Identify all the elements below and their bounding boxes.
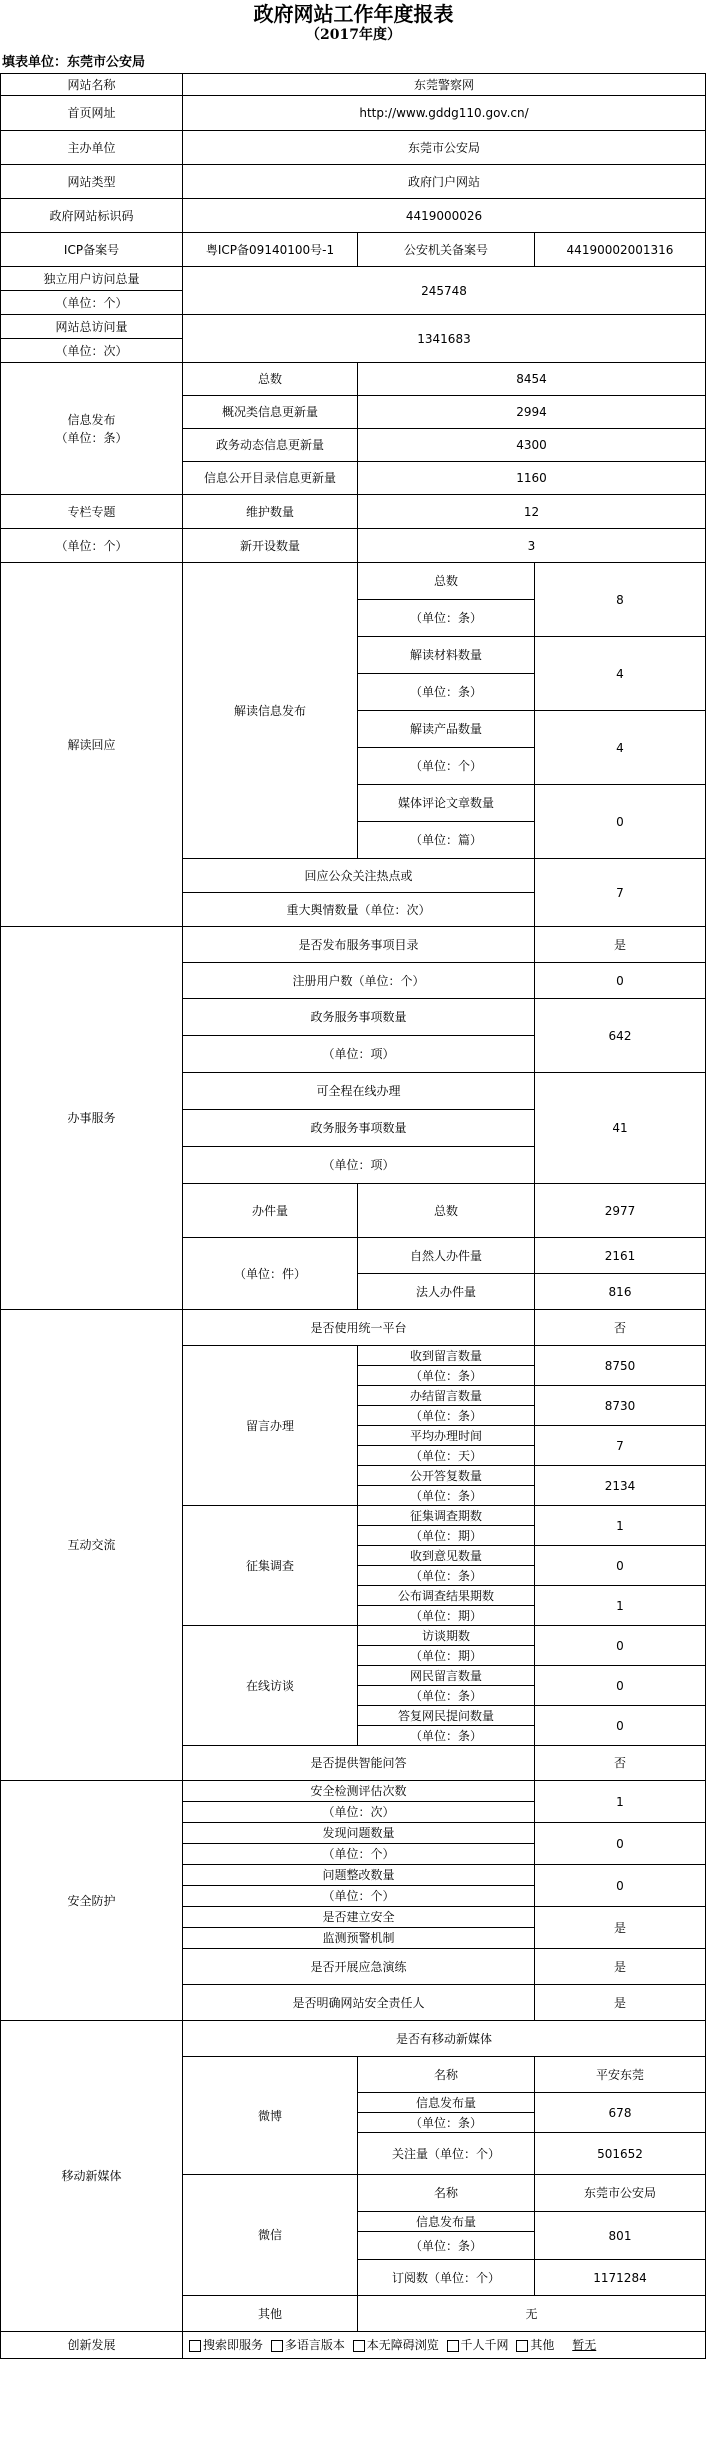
message-row-unit: （单位：条） [358,1406,535,1426]
weibo-follow-label: 关注量（单位：个） [358,2133,535,2175]
table-row [1,1310,706,1346]
interpret-row-label: 解读产品数量 [358,711,535,748]
site-code-label: 政府网站标识码 [1,199,183,233]
survey-row-label: 公布调查结果期数 [358,1586,535,1606]
users-value: 0 [535,963,706,999]
interpret-sub-label: 解读信息发布 [183,563,358,859]
checkbox[interactable] [353,2340,365,2352]
weibo-follow-value: 501652 [535,2133,706,2175]
weibo-pub-value: 678 [535,2093,706,2133]
table-row [1,563,706,600]
columns-label: 专栏专题 [1,495,183,529]
online-value: 41 [535,1073,706,1184]
site-type-value: 政府门户网站 [183,165,706,199]
owner-label: 是否明确网站安全责任人 [183,1985,535,2021]
interview-row-label: 访谈期数 [358,1626,535,1646]
response-label: 回应公众关注热点或 [183,859,535,893]
catalog-label: 是否发布服务事项目录 [183,927,535,963]
handle-row-label: 法人办件量 [358,1274,535,1310]
drill-value: 是 [535,1949,706,1985]
visits-unit: （单位：次） [1,339,183,363]
option-label: 多语言版本 [284,2338,345,2352]
interpret-row-value: 4 [535,711,706,785]
table-row [1,363,706,396]
option-label: 其他 [530,2338,555,2352]
handle-row-value: 2161 [535,1238,706,1274]
wechat-pub-unit: （单位：条） [358,2232,535,2260]
report-year: （2017年度） [306,27,401,43]
message-label: 留言办理 [183,1346,358,1506]
site-name-label: 网站名称 [1,74,183,96]
psb-label: 公安机关备案号 [358,233,535,267]
fixed-label: 问题整改数量 [183,1865,535,1886]
interpret-row-value: 4 [535,637,706,711]
survey-row-value: 0 [535,1546,706,1586]
message-row-value: 8730 [535,1386,706,1426]
wechat-sub-label: 订阅数（单位：个） [358,2260,535,2296]
wechat-name: 东莞市公安局 [535,2175,706,2212]
info-pub-row-value: 4300 [358,429,706,462]
table-row [1,315,706,339]
columns-row-label: 新开设数量 [183,529,358,563]
wechat-sub-value: 1171284 [535,2260,706,2296]
fixed-unit: （单位：个） [183,1886,535,1907]
catalog-value: 是 [535,927,706,963]
found-value: 0 [535,1823,706,1865]
owner-value: 是 [535,1985,706,2021]
report-title: 政府网站工作年度报表 [253,2,454,26]
assess-label: 安全检测评估次数 [183,1781,535,1802]
items-value: 642 [535,999,706,1073]
other-value: 无 [358,2296,706,2332]
weibo-pub-unit: （单位：条） [358,2113,535,2133]
visitors-unit: （单位：个） [1,291,183,315]
table-row [1,131,706,165]
found-label: 发现问题数量 [183,1823,535,1844]
monitor-label: 是否建立安全 [183,1907,535,1928]
table-row [1,74,706,96]
psb-value: 44190002001316 [535,233,706,267]
message-row-label: 平均办理时间 [358,1426,535,1446]
visitors-label: 独立用户访问总量 [1,267,183,291]
filing-unit: 填表单位：东莞市公安局 [2,55,146,70]
info-pub-row-value: 1160 [358,462,706,495]
message-row-unit: （单位：条） [358,1486,535,1506]
security-label: 安全防护 [1,1781,183,2021]
items-label: 政务服务事项数量 [183,999,535,1036]
users-label: 注册用户数（单位：个） [183,963,535,999]
mobile-label: 移动新媒体 [1,2021,183,2332]
table-row [1,96,706,131]
interpret-row-value: 0 [535,785,706,859]
checkbox[interactable] [189,2340,201,2352]
table-row [1,2332,706,2359]
info-pub-row-label: 政务动态信息更新量 [183,429,358,462]
table-row [1,267,706,291]
table-row [1,233,706,267]
message-row-value: 7 [535,1426,706,1466]
interview-row-value: 0 [535,1706,706,1746]
smart-label: 是否提供智能问答 [183,1746,535,1781]
innovation-other-value: 暂无 [572,2338,597,2352]
handle-unit: （单位：件） [183,1238,358,1310]
checkbox[interactable] [516,2340,528,2352]
survey-row-unit: （单位：期） [358,1526,535,1546]
assess-value: 1 [535,1781,706,1823]
interpret-row-label: 媒体评论文章数量 [358,785,535,822]
interview-row-value: 0 [535,1666,706,1706]
online-label-2: 政务服务事项数量 [183,1110,535,1147]
interpret-row-label: 总数 [358,563,535,600]
message-row-label: 收到留言数量 [358,1346,535,1366]
weibo-label: 微博 [183,2057,358,2175]
online-label: 可全程在线办理 [183,1073,535,1110]
interpret-row-unit: （单位：篇） [358,822,535,859]
response-label-2: 重大舆情数量（单位：次） [183,893,535,927]
found-unit: （单位：个） [183,1844,535,1865]
homepage-value: http://www.gddg110.gov.cn/ [183,96,706,131]
columns-row-label: 维护数量 [183,495,358,529]
sponsor-label: 主办单位 [1,131,183,165]
message-row-label: 公开答复数量 [358,1466,535,1486]
innovation-label: 创新发展 [1,2332,183,2359]
option-label: 千人千网 [460,2338,509,2352]
monitor-label-2: 监测预警机制 [183,1928,535,1949]
table-row [1,927,706,963]
handle-row-value: 2977 [535,1184,706,1238]
wechat-pub-label: 信息发布量 [358,2212,535,2232]
monitor-value: 是 [535,1907,706,1949]
checkbox[interactable] [271,2340,283,2352]
interpret-row-unit: （单位：条） [358,600,535,637]
icp-label: ICP备案号 [1,233,183,267]
survey-row-unit: （单位：条） [358,1566,535,1586]
items-unit: （单位：项） [183,1036,535,1073]
interaction-label: 互动交流 [1,1310,183,1781]
site-code-value: 4419000026 [183,199,706,233]
handle-row-value: 816 [535,1274,706,1310]
online-unit: （单位：项） [183,1147,535,1184]
table-row [1,495,706,529]
info-pub-label: 信息发布 （单位：条） [1,363,183,495]
icp-value: 粤ICP备09140100号-1 [183,233,358,267]
platform-value: 否 [535,1310,706,1346]
interpret-row-value: 8 [535,563,706,637]
table-row [1,1781,706,1802]
message-row-label: 办结留言数量 [358,1386,535,1406]
survey-row-value: 1 [535,1506,706,1546]
weibo-name: 平安东莞 [535,2057,706,2093]
option-label: 本无障碍浏览 [366,2338,439,2352]
columns-unit: （单位：个） [1,529,183,563]
interview-label: 在线访谈 [183,1626,358,1746]
survey-label: 征集调查 [183,1506,358,1626]
weibo-pub-label: 信息发布量 [358,2093,535,2113]
sponsor-value: 东莞市公安局 [183,131,706,165]
visitors-value: 245748 [183,267,706,315]
message-row-value: 2134 [535,1466,706,1506]
visits-value: 1341683 [183,315,706,363]
handle-row-label: 自然人办件量 [358,1238,535,1274]
drill-label: 是否开展应急演练 [183,1949,535,1985]
message-row-unit: （单位：天） [358,1446,535,1466]
service-label: 办事服务 [1,927,183,1310]
fixed-value: 0 [535,1865,706,1907]
smart-value: 否 [535,1746,706,1781]
interview-row-unit: （单位：条） [358,1686,535,1706]
interpret-row-label: 解读材料数量 [358,637,535,674]
survey-row-value: 1 [535,1586,706,1626]
response-value: 7 [535,859,706,927]
visits-label: 网站总访问量 [1,315,183,339]
interview-row-label: 网民留言数量 [358,1666,535,1686]
interpret-label: 解读回应 [1,563,183,927]
survey-row-unit: （单位：期） [358,1606,535,1626]
info-pub-row-value: 2994 [358,396,706,429]
info-pub-row-label: 信息公开目录信息更新量 [183,462,358,495]
interview-row-label: 答复网民提问数量 [358,1706,535,1726]
interview-row-unit: （单位：条） [358,1726,535,1746]
site-type-label: 网站类型 [1,165,183,199]
table-row [1,2021,706,2057]
innovation-options [183,2332,706,2359]
assess-unit: （单位：次） [183,1802,535,1823]
columns-row-value: 3 [358,529,706,563]
table-row [1,165,706,199]
checkbox[interactable] [447,2340,459,2352]
other-label: 其他 [183,2296,358,2332]
wechat-label: 微信 [183,2175,358,2296]
message-row-unit: （单位：条） [358,1366,535,1386]
handle-row-label: 总数 [358,1184,535,1238]
wechat-pub-value: 801 [535,2212,706,2260]
report-table [0,73,706,2359]
columns-row-value: 12 [358,495,706,529]
survey-row-label: 收到意见数量 [358,1546,535,1566]
platform-label: 是否使用统一平台 [183,1310,535,1346]
message-row-value: 8750 [535,1346,706,1386]
interpret-row-unit: （单位：个） [358,748,535,785]
site-name-value: 东莞警察网 [183,74,706,96]
info-pub-row-label: 总数 [183,363,358,396]
survey-row-label: 征集调查期数 [358,1506,535,1526]
weibo-name-label: 名称 [358,2057,535,2093]
homepage-label: 首页网址 [1,96,183,131]
mobile-has-label: 是否有移动新媒体 [183,2021,706,2057]
interview-row-value: 0 [535,1626,706,1666]
handle-label: 办件量 [183,1184,358,1238]
interview-row-unit: （单位：期） [358,1646,535,1666]
table-row [1,529,706,563]
wechat-name-label: 名称 [358,2175,535,2212]
table-row [1,199,706,233]
option-label: 搜索即服务 [203,2338,264,2352]
info-pub-row-label: 概况类信息更新量 [183,396,358,429]
interpret-row-unit: （单位：条） [358,674,535,711]
info-pub-row-value: 8454 [358,363,706,396]
